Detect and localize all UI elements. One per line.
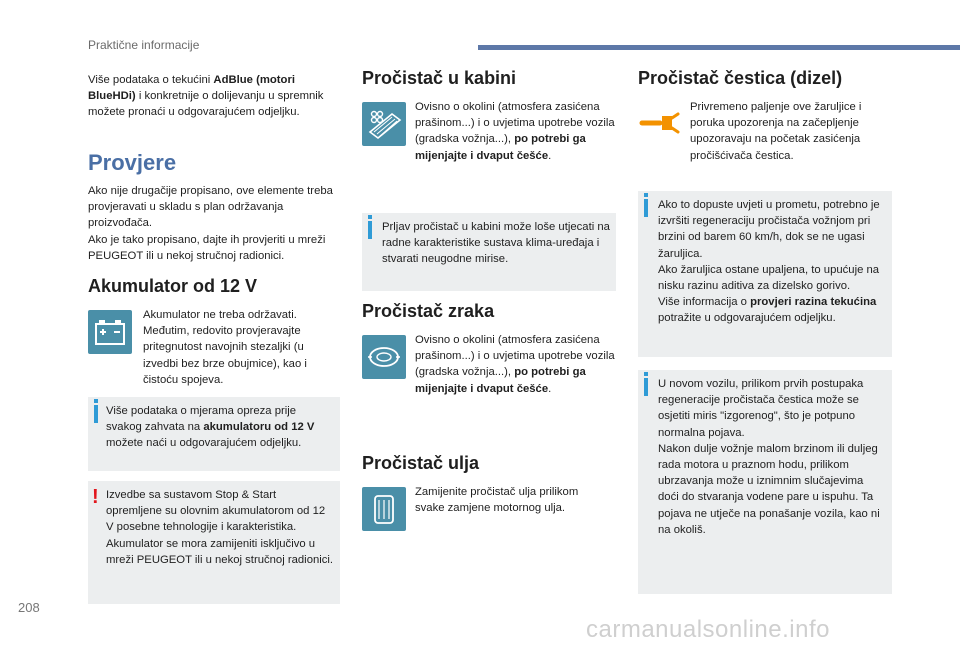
page-number: 208	[18, 600, 40, 615]
dpf-warning-icon	[638, 106, 682, 136]
air-filter-icon	[362, 335, 406, 379]
watermark: carmanualsonline.info	[586, 616, 830, 643]
air-filter-title: Pročistač zraka	[362, 301, 495, 321]
checks-text: Ako nije drugačije propisano, ove elemente treba provjeravati u skladu s plan održavanja proizvođača. Ako je tako propisano, dajte ih provjeriti u mreži PEUGEOT ili u nekoj stručnoj radionici.	[88, 185, 333, 262]
battery-title: Akumulator od 12 V	[88, 276, 258, 296]
warning-marker-icon: !	[92, 486, 99, 508]
battery-info-panel	[88, 397, 340, 471]
info-marker-icon	[368, 221, 372, 239]
info-marker-icon	[94, 405, 98, 423]
section-header: Praktične informacije	[88, 38, 200, 52]
battery-warning-text: Izvedbe sa sustavom Stop & Start opremljene su olovnim akumulatorom od 12 V posebne tehnologije i karakteristika. Akumulator se mora zamijeniti isključivo u mreži PEUGEOT ili u nekoj stručnoj radionici.	[106, 489, 334, 566]
dpf-text: Privremeno paljenje ove žaruljice i poruka upozorenja na začepljenje upozoravaju na početak zasićenja pročišćivača čestica.	[690, 101, 862, 162]
cabin-info-text: Prljav pročistač u kabini može loše utjecati na radne karakteristike sustava klima-uređaja i stvarati neugodne mirise.	[382, 221, 610, 266]
dpf-info-text-1: Ako to dopuste uvjeti u prometu, potrebno je izvršiti regeneraciju pročistača vožnjom pri brzini od barem 60 km/h, dok se ne ugasi žaruljica. Ako žaruljica ostane upaljena, to upućuje na nisku razinu aditiva za dizelsko gorivo. Više informacija o provjeri razina tekućina potražite u odgovarajućem odjeljku.	[658, 199, 880, 325]
dpf-info-panel-2	[638, 370, 892, 594]
dpf-info-panel-1	[638, 191, 892, 357]
oil-filter-title: Pročistač ulja	[362, 453, 480, 473]
air-filter-text: Ovisno o okolini (atmosfera zasićena prašinom...) i o uvjetima upotrebe vozila (gradska vožnja...), po potrebi ga mijenjajte i dvaput češće.	[415, 334, 615, 395]
cabin-filter-icon	[362, 102, 406, 146]
checks-title: Provjere	[88, 150, 177, 175]
oil-filter-icon	[362, 487, 406, 531]
battery-text: Akumulator ne treba održavati. Međutim, redovito provjeravajte pritegnutost navojnih stezaljki (u izvedbi bez brze obujmice), kao i čistoću spojeva.	[143, 309, 307, 386]
oil-filter-text: Zamijenite pročistač ulja prilikom svake zamjene motornog ulja.	[415, 486, 579, 515]
dpf-info-text-2: U novom vozilu, prilikom prvih postupaka regeneracije pročistača čestica može se osjetiti miris "izgorenog", što je potpuno normalna pojava. Nakon dulje vožnje malom brzinom ili duljeg rada motora u praznom hodu, prilikom ubrzavanja može u iznimnim slučajevima doći do stvaranja vodene pare u ispuhu. Ta pojava ne utječe na ponašanje vozila, kao ni na okoliš.	[658, 378, 880, 536]
cabin-info-panel	[362, 213, 616, 291]
battery-icon	[88, 310, 132, 354]
header-bar	[478, 45, 960, 50]
info-marker-icon	[644, 378, 648, 396]
battery-info-text: Više podataka o mjerama opreza prije svakog zahvata na akumulatoru od 12 V možete naći u odgovarajućem odjeljku.	[106, 405, 315, 450]
adblue-intro: Više podataka o tekućini AdBlue (motori BlueHDi) i konkretnije o dolijevanju u spremnik možete pronaći u odgovarajućem odjeljku.	[88, 74, 324, 119]
cabin-filter-title: Pročistač u kabini	[362, 68, 517, 88]
dpf-title: Pročistač čestica (dizel)	[638, 68, 843, 88]
battery-warning-panel	[88, 481, 340, 604]
cabin-filter-text: Ovisno o okolini (atmosfera zasićena prašinom...) i o uvjetima upotrebe vozila (gradska vožnja...), po potrebi ga mijenjajte i dvaput češće.	[415, 101, 615, 162]
info-marker-icon	[644, 199, 648, 217]
